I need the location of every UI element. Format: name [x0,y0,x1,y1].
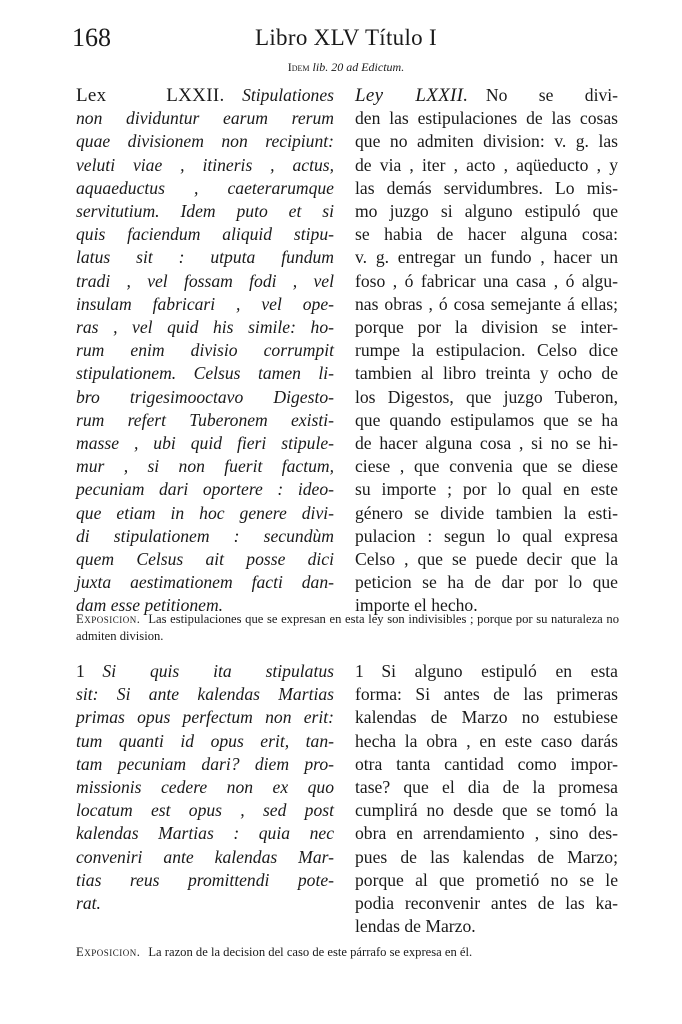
line-text: foso , ó fabricar una casa , ó algu- [355,270,618,291]
text-line [355,799,618,822]
line-text: locatum est opus , sed post [76,800,334,821]
line-text: quis faciendum aliquid stipu- [76,224,334,245]
line-text: tambien al libro treinta y ocho de [355,363,618,384]
line-text: Si quis ita stipulatus [102,661,334,681]
text-line [76,409,334,432]
text-line [76,107,334,130]
text-line [355,200,618,223]
line-text: den las estipulaciones de las cosas [355,108,618,129]
line-text: tradi , vel fossam fodi , vel [76,270,334,291]
paragraph-number: 1 [355,661,364,681]
line-text: obra en arrendamiento , sino des- [355,823,618,844]
text-line [355,177,618,200]
text-line [76,177,334,200]
text-line [355,502,618,525]
exposition-text: La razon de la decision del caso de este párrafo se expresa en él. [148,945,473,959]
line-text: rum enim divisio corrumpit [76,340,334,361]
text-line [355,915,618,938]
text-line [355,84,618,107]
line-text: tias reus promittendi pote- [76,869,334,890]
line-text: rum refert Tuberonem existi- [76,409,334,430]
line-text: juxta aestimationem facti dan- [76,572,334,593]
text-line [76,799,334,822]
text-line [76,270,334,293]
text-line [355,455,618,478]
line-text: servitutium. Idem puto et si [76,201,334,222]
line-text: que quando estipulamos que se ha [355,409,618,430]
line-text: podia reconvenir antes de las ka- [355,893,618,914]
line-text: nas obras , ó cosa semejante á ellas; [355,293,618,314]
line-text: porque por la division se inter- [355,317,618,338]
text-line [76,571,334,594]
line-text: de via , iter , acto , aqüeducto , y [355,154,618,175]
line-text: Si alguno estipuló en esta [381,661,618,681]
line-text: mo juzgo si alguno estipuló que [355,201,618,222]
law-heading-latin: Lex LXXII. [76,85,225,106]
text-line [355,869,618,892]
text-line [355,270,618,293]
text-line [355,293,618,316]
law-spanish-column [355,84,618,618]
line-text: hecha la obra , en este caso darás [355,730,618,751]
text-line [355,525,618,548]
line-text: los Digestos, que juzgo Tuberon, [355,386,618,407]
line-text: insulam fabricari , vel ope- [76,293,334,314]
line-text: se habia de hacer alguna cosa: [355,224,618,245]
line-text: otra tanta cantidad como impor- [355,753,618,774]
line-text: latus sit : utputa fundum [76,247,334,268]
line-text: que etiam in hoc genere divi- [76,502,334,523]
text-line [355,571,618,594]
text-line [355,683,618,706]
exposition-label: Exposicion. [76,612,141,626]
text-line [76,548,334,571]
line-text: aquaeductus , caeterarumque [76,177,334,198]
line-text: primas opus perfectum non erit: [76,707,334,728]
text-line [355,362,618,385]
text-line [355,776,618,799]
text-line [76,130,334,153]
text-line [355,316,618,339]
text-line [355,154,618,177]
exposition-law [76,611,619,645]
line-text: peticion se ha de dar por lo que [355,572,618,593]
text-line [355,409,618,432]
text-line [76,455,334,478]
line-text: Celso , que se puede decir que la [355,549,618,570]
line-text: importe el hecho. [355,595,478,616]
text-line [76,293,334,316]
text-line [76,683,334,706]
text-line [76,502,334,525]
text-line [76,525,334,548]
paragraph-number: 1 [76,661,85,681]
exposition-label: Exposicion. [76,945,141,959]
text-line [76,776,334,799]
line-text: cumplirá no desde que se tomó la [355,800,618,821]
source-citation [72,60,620,74]
text-line [76,386,334,409]
text-line [355,730,618,753]
text-line [355,432,618,455]
page-number: 168 [72,23,111,52]
text-line [76,223,334,246]
line-text: pecuniam dari oportere : ideo- [76,479,334,500]
text-line [355,822,618,845]
text-line [76,892,334,915]
running-title: Libro XLV Título I [255,25,437,50]
text-line [76,730,334,753]
line-text: kalendas de Marzo no estubiese [355,707,618,728]
law-latin-column [76,84,334,618]
line-text: dam esse petitionem. [76,595,224,616]
source-author: Idem [287,60,310,74]
line-text: kalendas Martias : quia nec [76,823,334,844]
line-text: Stipulationes [242,85,334,105]
line-text: rumpe la estipulacion. Celso dice [355,340,618,361]
text-line [355,706,618,729]
line-text: porque al que prometió no se le [355,869,618,890]
text-line [355,386,618,409]
law-heading-spanish: Ley LXXII. [355,85,469,106]
text-line [355,548,618,571]
line-text: lendas de Marzo. [355,916,476,937]
text-line [76,822,334,845]
text-line [76,362,334,385]
text-line [76,316,334,339]
line-text: género se divide tambien la esti- [355,502,618,523]
text-line [355,246,618,269]
text-line [355,223,618,246]
text-line [76,660,334,683]
line-text: quem Celsus ait posse dici [76,549,334,570]
text-line [355,892,618,915]
line-text: masse , ubi quid fieri stipule- [76,433,334,454]
line-text: missionis cedere non ex quo [76,777,334,798]
text-line [355,107,618,130]
text-line [76,339,334,362]
exposition-paragraph [76,944,619,961]
text-line [355,478,618,501]
line-text: v. g. entregar un fundo , hacer un [355,247,618,268]
line-text: rat. [76,893,101,914]
page-header [72,22,620,58]
line-text: bro trigesimooctavo Digesto- [76,386,334,407]
line-text: que no admiten division: v. g. las [355,131,618,152]
text-line [76,84,334,107]
line-text: stipulationem. Celsus tamen li- [76,363,334,384]
source-reference: lib. 20 ad Edictum. [312,60,405,74]
line-text: pulacion : segun lo qual expresa [355,525,618,546]
line-text: de hacer alguna cosa , si no se hi- [355,433,618,454]
line-text: quae divisionem non recipiunt: [76,131,334,152]
line-text: su importe ; por lo qual en este [355,479,618,500]
line-text: No se divi- [485,85,619,105]
text-line [76,478,334,501]
text-line [355,846,618,869]
line-text: forma: Si antes de las primeras [355,684,618,705]
text-line [76,432,334,455]
line-text: ciese , que convenia que se diese [355,456,618,477]
line-text: tum quanti id opus erit, tan- [76,730,334,751]
line-text: non dividuntur earum rerum [76,108,334,129]
line-text: ras , vel quid his simile: ho- [76,317,334,338]
line-text: las demás servidumbres. Lo mis- [355,177,618,198]
text-line [355,130,618,153]
text-line [76,154,334,177]
text-line [76,846,334,869]
text-line [355,660,618,683]
text-line [76,200,334,223]
exposition-text: Las estipulaciones que se expresan en esta ley son indivisibles ; porque por su naturaleza no admiten division. [76,612,619,643]
text-line [355,339,618,362]
line-text: tam pecuniam dari? diem pro- [76,753,334,774]
text-line [76,753,334,776]
line-text: sit: Si ante kalendas Martias [76,684,334,705]
line-text: tase? que el dia de la promesa [355,777,618,798]
paragraph-latin-column [76,660,334,915]
text-line [76,869,334,892]
text-line [76,706,334,729]
line-text: mur , si non fuerit factum, [76,456,334,477]
line-text: veluti viae , itineris , actus, [76,154,334,175]
paragraph-spanish-column [355,660,618,938]
line-text: conveniri ante kalendas Mar- [76,846,334,867]
text-line [355,753,618,776]
line-text: di stipulationem : secundùm [76,525,334,546]
text-line [76,246,334,269]
line-text: pues de las kalendas de Marzo; [355,846,618,867]
